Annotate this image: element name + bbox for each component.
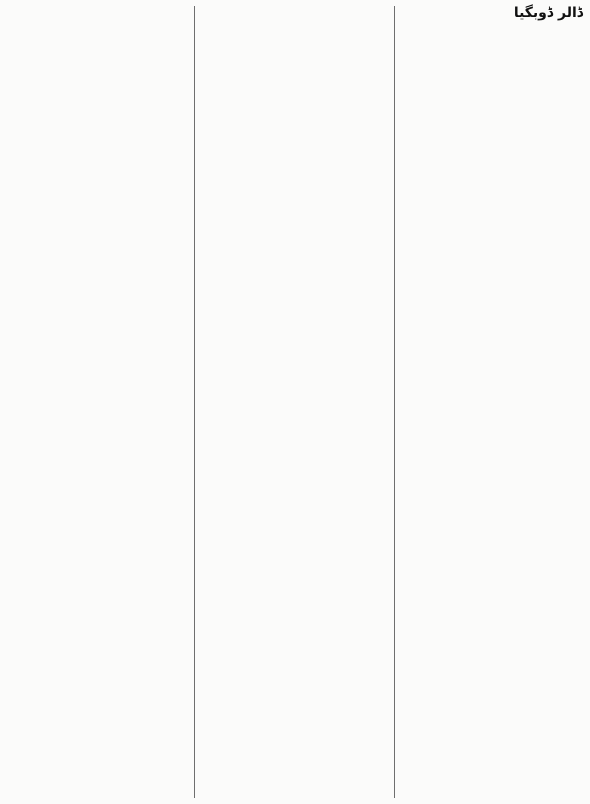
text-line	[403, 97, 587, 115]
text-line	[203, 670, 387, 688]
text-line	[203, 472, 387, 490]
text-line	[403, 637, 587, 655]
text-line	[403, 151, 587, 169]
text-line	[403, 781, 587, 799]
text-line	[203, 4, 387, 22]
text-line	[203, 166, 387, 184]
text-line	[203, 706, 387, 724]
text-line	[403, 763, 587, 781]
text-line	[3, 472, 187, 490]
text-line	[203, 364, 387, 382]
text-line	[3, 670, 187, 688]
text-line	[403, 619, 587, 637]
text-line	[3, 274, 187, 292]
text-line	[403, 115, 587, 133]
text-line	[203, 256, 387, 274]
text-line	[203, 508, 387, 526]
text-line	[403, 403, 587, 421]
text-line	[403, 43, 587, 61]
text-line	[3, 400, 187, 418]
text-line	[403, 709, 587, 727]
text-line	[203, 202, 387, 220]
text-line	[403, 313, 587, 331]
text-line	[403, 475, 587, 493]
text-line	[3, 310, 187, 328]
text-line	[3, 418, 187, 436]
text-line	[3, 616, 187, 634]
text-line	[403, 511, 587, 529]
text-line	[3, 328, 187, 346]
text-line	[3, 364, 187, 382]
text-line	[203, 328, 387, 346]
text-line	[3, 166, 187, 184]
text-line	[403, 691, 587, 709]
text-line	[3, 742, 187, 760]
text-line	[3, 688, 187, 706]
text-line	[203, 274, 387, 292]
text-line	[3, 292, 187, 310]
text-line	[3, 382, 187, 400]
text-line	[203, 580, 387, 598]
text-line	[203, 742, 387, 760]
text-line	[3, 454, 187, 472]
text-line	[403, 583, 587, 601]
text-line	[203, 220, 387, 238]
text-line	[203, 346, 387, 364]
text-line	[203, 436, 387, 454]
text-line	[203, 760, 387, 778]
text-line	[3, 508, 187, 526]
text-line	[203, 94, 387, 112]
column-heading: ڈالر ڈوبگیا	[513, 5, 583, 21]
text-line	[403, 385, 587, 403]
text-line	[403, 295, 587, 313]
text-line	[203, 382, 387, 400]
text-line	[403, 493, 587, 511]
text-line	[203, 58, 387, 76]
text-line	[203, 598, 387, 616]
text-line	[3, 724, 187, 742]
text-line	[403, 259, 587, 277]
text-line	[3, 202, 187, 220]
text-line	[403, 565, 587, 583]
text-line	[3, 238, 187, 256]
text-line	[3, 544, 187, 562]
text-line	[203, 490, 387, 508]
text-line	[403, 133, 587, 151]
text-line	[203, 184, 387, 202]
text-line	[3, 778, 187, 796]
text-line	[203, 634, 387, 652]
text-line	[203, 418, 387, 436]
text-line	[203, 400, 387, 418]
text-line	[203, 40, 387, 58]
text-line	[3, 490, 187, 508]
column-divider	[194, 6, 195, 798]
text-column-middle	[200, 0, 390, 804]
text-line	[403, 601, 587, 619]
text-line	[403, 331, 587, 349]
text-line	[3, 94, 187, 112]
text-line	[403, 25, 587, 43]
text-line	[203, 292, 387, 310]
text-line	[3, 58, 187, 76]
text-line	[3, 598, 187, 616]
text-line	[203, 616, 387, 634]
column-divider	[394, 6, 395, 798]
text-line	[203, 688, 387, 706]
text-line	[3, 184, 187, 202]
text-line	[403, 727, 587, 745]
text-line	[203, 544, 387, 562]
text-line	[403, 547, 587, 565]
text-line	[3, 22, 187, 40]
text-line	[403, 673, 587, 691]
text-line	[3, 256, 187, 274]
text-line	[403, 421, 587, 439]
text-line	[3, 562, 187, 580]
text-line	[3, 634, 187, 652]
text-line	[3, 76, 187, 94]
text-line	[3, 760, 187, 778]
text-line	[203, 130, 387, 148]
text-line	[3, 4, 187, 22]
text-line	[203, 148, 387, 166]
text-line	[403, 223, 587, 241]
text-line	[3, 40, 187, 58]
text-line	[3, 652, 187, 670]
text-line	[3, 220, 187, 238]
text-line	[403, 367, 587, 385]
text-line	[403, 169, 587, 187]
text-line	[3, 148, 187, 166]
text-line	[403, 457, 587, 475]
text-line	[203, 76, 387, 94]
text-line	[403, 349, 587, 367]
text-line	[3, 580, 187, 598]
text-line	[3, 130, 187, 148]
text-line	[403, 61, 587, 79]
text-line	[203, 22, 387, 40]
text-line	[403, 745, 587, 763]
text-line	[203, 778, 387, 796]
text-column-right	[400, 0, 590, 804]
text-line	[403, 187, 587, 205]
text-line	[203, 562, 387, 580]
text-line	[203, 238, 387, 256]
text-line	[403, 439, 587, 457]
text-line	[203, 526, 387, 544]
text-line	[203, 724, 387, 742]
text-line	[203, 454, 387, 472]
text-line	[3, 436, 187, 454]
text-column-left	[0, 0, 190, 804]
text-line	[403, 277, 587, 295]
text-line	[3, 346, 187, 364]
text-line	[403, 205, 587, 223]
text-line	[203, 652, 387, 670]
text-line	[3, 526, 187, 544]
text-line	[403, 241, 587, 259]
text-line	[403, 529, 587, 547]
text-line	[203, 112, 387, 130]
text-line	[3, 112, 187, 130]
text-line	[3, 706, 187, 724]
text-line	[403, 79, 587, 97]
text-line	[403, 655, 587, 673]
text-line	[203, 310, 387, 328]
